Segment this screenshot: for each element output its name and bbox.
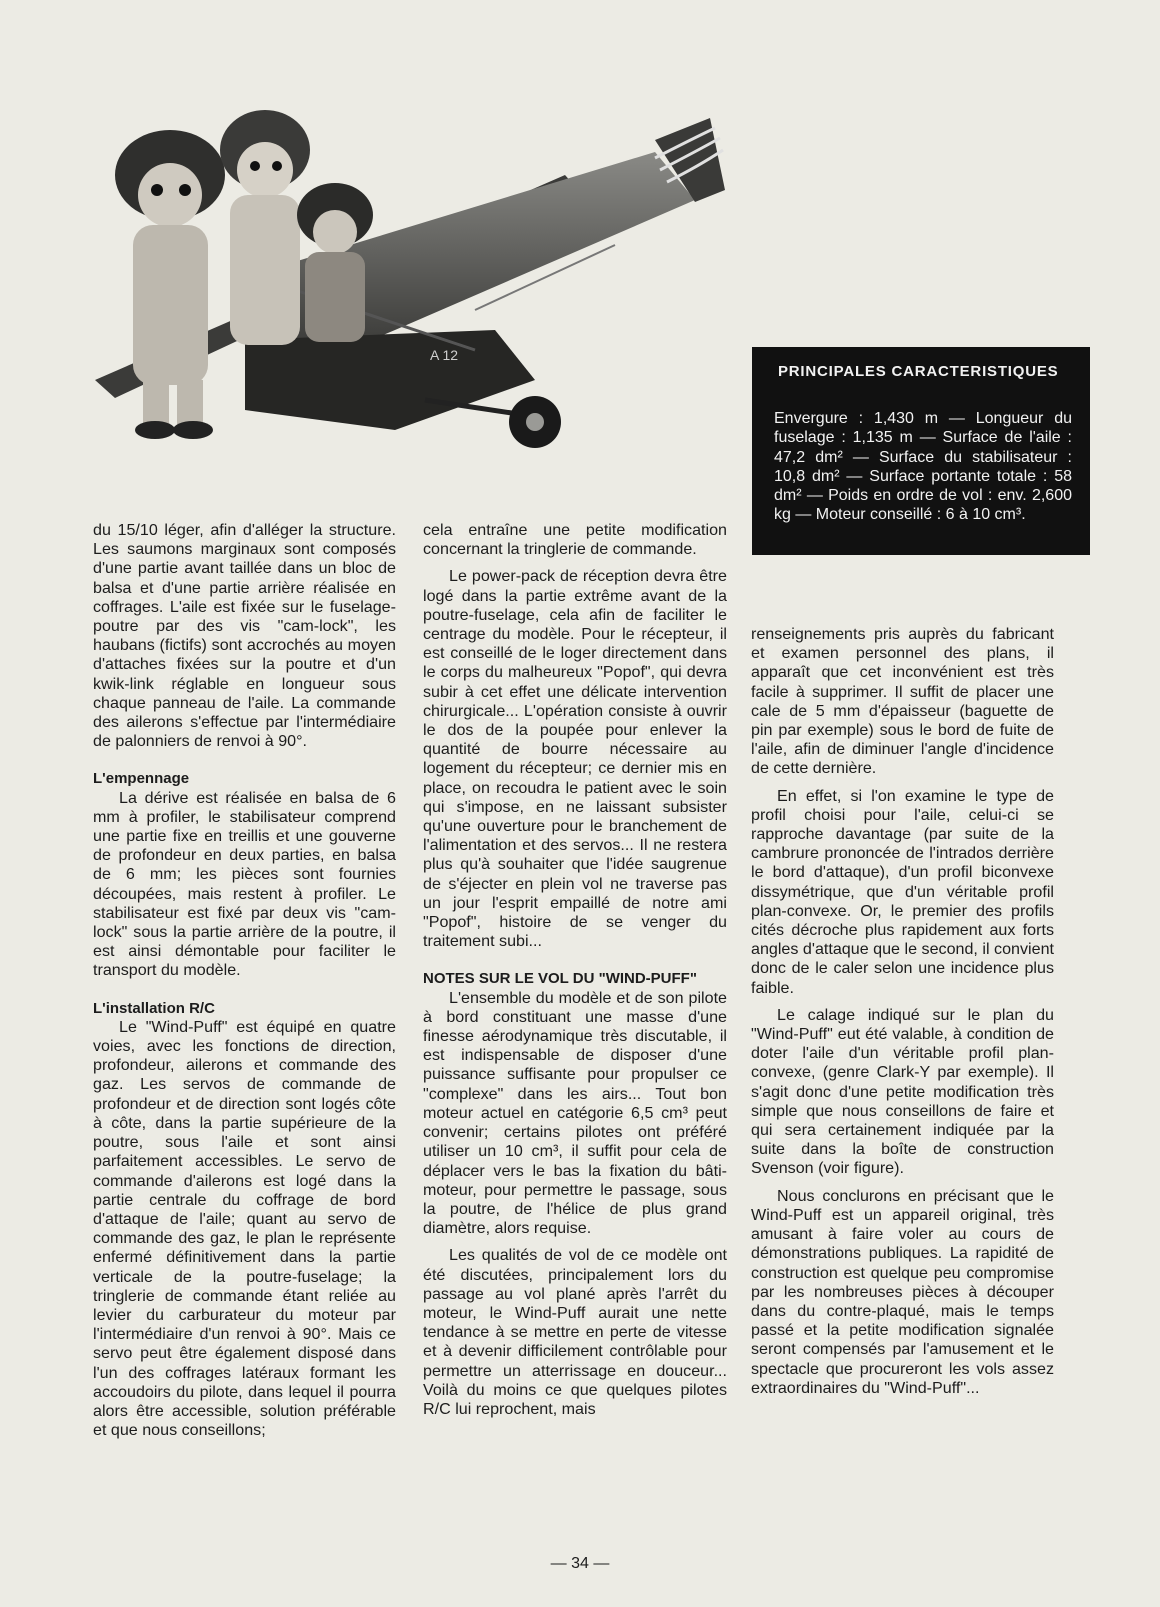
specifications-box: [752, 347, 1090, 555]
section-heading: L'installation R/C: [93, 999, 215, 1017]
paragraph: Le "Wind-Puff" est équipé en quatre voies, avec les fonctions de direction, profondeur, ailerons et commande des gaz. Les servos de commande de profondeur et de direction sont logés côte à côte, dans la partie supérieure de la poutre, sous l'aile et sont ainsi parfaitement accessibles. Le servo de commande d'ailerons est logé dans la partie centrale du coffrage de bord d'attaque de l'aile; quant au servo de commande des gaz, le plan le représente enfermé définitivement dans la partie verticale de la poutre-fuselage; la tringlerie de commande étant reliée au levier du carburateur du moteur par l'intermédiaire d'un renvoi à 90°. Mais ce servo peut être également disposé dans l'un des coffrages latéraux formant les accoudoirs du pilote, dans lequel il pourra alors être accessible, solution préférable et que nous conseillons;: [93, 1017, 396, 1440]
airplane-photo: [95, 80, 735, 520]
fuselage-marking: A 12: [430, 347, 459, 363]
column-2: [423, 521, 727, 1419]
specs-title: PRINCIPALES CARACTERISTIQUES: [778, 363, 1059, 380]
paragraph: Les qualités de vol de ce modèle ont été discutées, principalement lors du passage au vol plané après l'arrêt du moteur, le Wind-Puff aurait une nette tendance à se mettre en perte de vitesse et à devenir difficilement contrôlable pour permettre un atterrissage en douceur... Voilà du moins ce que quelques pilotes R/C lui reprochent, mais: [423, 1246, 727, 1418]
paragraph: du 15/10 léger, afin d'alléger la structure. Les saumons marginaux sont composés d'une partie avant taillée dans un bloc de balsa et d'une partie arrière réalisée en coffrages. L'aile est fixée sur le fuselage-poutre par des vis "cam-lock", les haubans (fictifs) sont accrochés au moyen d'attaches fixées sur la poutre et d'un kwik-link réglable en longueur sous chaque panneau de l'aile. La commande des ailerons s'effectue par l'intermédiaire de palonniers de renvoi à 90°.: [93, 521, 396, 751]
paragraph: renseignements pris auprès du fabricant et examen personnel des plans, il apparaît que cet inconvénient est très facile à supprimer. Il suffit de placer une cale de 5 mm d'épaisseur (baguette de pin par exemple) sous le bord de fuite de l'aile, afin de diminuer l'angle d'incidence de cette dernière.: [751, 625, 1054, 778]
section-heading: L'empennage: [93, 770, 190, 788]
paragraph: L'ensemble du modèle et de son pilote à bord constituant une masse d'une finesse aérodynamique très discutable, il est indispensable de disposer d'une puissance suffisante pour propulser ce "complexe" dans les airs... Tout bon moteur actuel en catégorie 6,5 cm³ peut convenir; certains pilotes ont préféré utiliser un 10 cm³, il suffit pour cela de déplacer vers le bas la fixation du bâti-moteur, pour permettre le passage, sous la poutre, de l'hélice de plus grand diamètre, alors requise.: [423, 988, 727, 1238]
doll-middle: [220, 110, 310, 345]
column-1: [93, 521, 396, 1440]
paragraph: Nous conclurons en précisant que le Wind-Puff est un appareil original, très amusant à faire voler au cours de démonstrations publiques. La rapidité de construction est quelque peu compromise par les nombreuses pièces à découper dans du contre-plaqué, mais le temps passé et la petite modification signalée seront compensés par l'amusement et le spectacle que procureront les vols assez extraordinaires du "Wind-Puff"...: [751, 1186, 1054, 1397]
paragraph: La dérive est réalisée en balsa de 6 mm à profiler, le stabilisateur comprend une partie fixe en treillis et une gouverne de profondeur en deux parties, en balsa de 6 mm; les pièces sont fournies découpées, mais restent à profiler. Le stabilisateur est fixé par deux vis "cam-lock" sous la partie arrière de la poutre, il est ainsi démontable pour faciliter le transport du modèle.: [93, 788, 396, 980]
column-3: [751, 625, 1054, 1398]
section-heading: NOTES SUR LE VOL DU "WIND-PUFF": [423, 970, 697, 988]
paragraph: cela entraîne une petite modification concernant la tringlerie de commande.: [423, 521, 727, 559]
specs-text: Envergure : 1,430 m — Longueur du fuselage : 1,135 m — Surface de l'aile : 47,2 dm² — Surface du stabilisateur : 10,8 dm² — Surface portante totale : 58 dm² — Poids en ordre de vol : env. 2,600 kg — Moteur conseillé : 6 à 10 cm³.: [774, 410, 1072, 524]
page-number: — 34 —: [550, 1555, 610, 1572]
doll-seated: [297, 183, 373, 342]
paragraph: Le calage indiqué sur le plan du "Wind-Puff" eut été valable, à condition de doter l'aile d'un véritable profil plan-convexe, (genre Clark-Y par exemple). Il s'agit donc d'une petite modification très simple que nous conseillons de faire et qui sera certainement indiquée par la suite dans la boîte de construction Svenson (voir figure).: [751, 1005, 1054, 1178]
paragraph: En effet, si l'on examine le type de profil choisi pour l'aile, celui-ci se rapproche davantage (par suite de la cambrure prononcée de l'intrados derrière le bord d'attaque), d'un profil biconvexe dissymétrique, que d'un véritable profil plan-convexe. Or, le premier des profils cités décroche plus rapidement aux forts angles d'attaque que le second, il convient donc de le caler selon une incidence plus faible.: [751, 786, 1054, 997]
doll-left: [115, 130, 225, 439]
paragraph: Le power-pack de réception devra être logé dans la partie extrême avant de la poutre-fuselage, cela afin de faciliter le centrage du modèle. Pour le récepteur, il est conseillé de le loger directement dans le corps du malheureux "Popof", qui devra subir à cet effet une délicate intervention chirurgicale... L'opération consiste à ouvrir le dos de la poupée pour enlever la quantité de bourre nécessaire au logement du récepteur; ce dernier mis en place, on recoudra le patient avec le soin qui s'impose, en ne laissant subsister qu'une ouverture pour le branchement de l'alimentation et des servos... Il ne restera plus qu'à souhaiter que l'idée saugrenue de s'éjecter en plein vol ne traverse pas un jour l'esprit empaillé de notre ami "Popof", histoire de se venger du traitement subi...: [423, 567, 727, 951]
